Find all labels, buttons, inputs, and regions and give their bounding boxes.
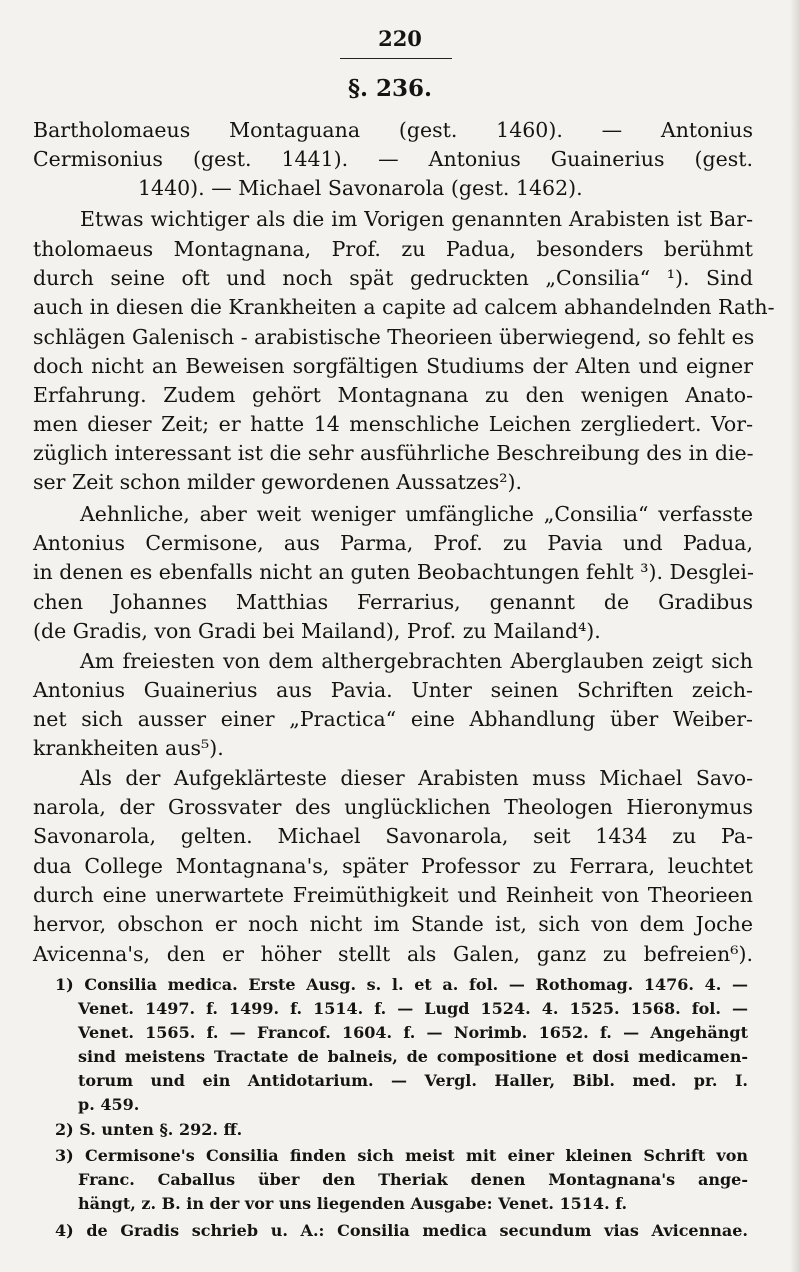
body-line: tholomaeus Montagnana, Prof. zu Padua, besonders berühmt bbox=[33, 237, 753, 261]
body-line: Avicenna's, den er höher stellt als Galen, ganz zu befreien⁶). bbox=[33, 942, 753, 966]
body-line: (de Gradis, von Gradi bei Mailand), Prof. zu Mailand⁴). bbox=[33, 619, 601, 643]
body-line: Antonius Guainerius aus Pavia. Unter seinen Schriften zeich- bbox=[33, 678, 753, 702]
body-line: Erfahrung. Zudem gehört Montagnana zu den wenigen Anato- bbox=[33, 383, 753, 407]
body-line: narola, der Grossvater des unglücklichen Theologen Hieronymus bbox=[33, 795, 753, 819]
body-line: doch nicht an Beweisen sorgfältigen Studiums der Alten und eigner bbox=[33, 354, 753, 378]
body-line: Etwas wichtiger als die im Vorigen genannten Arabisten ist Bar- bbox=[80, 207, 753, 231]
page-number: 220 bbox=[378, 26, 422, 51]
body-line: ser Zeit schon milder gewordenen Aussatzes²). bbox=[33, 470, 522, 494]
body-line: züglich interessant ist die sehr ausführliche Beschreibung des in die- bbox=[33, 441, 754, 465]
body-line: chen Johannes Matthias Ferrarius, genannt de Gradibus bbox=[33, 590, 753, 614]
footnote-3-cont: Franc. Caballus über den Theriak denen Montagnana's ange- bbox=[78, 1170, 748, 1189]
body-line: Bartholomaeus Montaguana (gest. 1460). — Antonius bbox=[33, 118, 753, 142]
body-line: in denen es ebenfalls nicht an guten Beobachtungen fehlt ³). Desglei- bbox=[33, 560, 754, 584]
page-edge-shadow bbox=[790, 0, 800, 1272]
body-line: durch eine unerwartete Freimüthigkeit und Reinheit von Theorieen bbox=[33, 883, 753, 907]
body-line: Savonarola, gelten. Michael Savonarola, seit 1434 zu Pa- bbox=[33, 824, 753, 848]
body-line: Als der Aufgeklärteste dieser Arabisten muss Michael Savo- bbox=[80, 766, 753, 790]
body-line: schlägen Galenisch - arabistische Theorieen überwiegend, so fehlt es bbox=[33, 325, 755, 349]
footnote-1: 1) Consilia medica. Erste Ausg. s. l. et a. fol. — Rothomag. 1476. 4. — bbox=[55, 975, 748, 994]
footnote-3: 3) Cermisone's Consilia finden sich meist mit einer kleinen Schrift von bbox=[55, 1146, 748, 1165]
body-line: Am freiesten von dem althergebrachten Aberglauben zeigt sich bbox=[80, 649, 753, 673]
footnote-1-cont: sind meistens Tractate de balneis, de compositione et dosi medicamen- bbox=[78, 1047, 748, 1066]
footnote-1-cont: Venet. 1497. f. 1499. f. 1514. f. — Lugd 1524. 4. 1525. 1568. fol. — bbox=[78, 999, 748, 1018]
body-line: 1440). — Michael Savonarola (gest. 1462). bbox=[138, 176, 583, 200]
footnote-1-cont: torum und ein Antidotarium. — Vergl. Haller, Bibl. med. pr. I. bbox=[78, 1071, 748, 1090]
footnote-1-cont: Venet. 1565. f. — Francof. 1604. f. — Norimb. 1652. f. — Angehängt bbox=[78, 1023, 748, 1042]
body-line: Aehnliche, aber weit weniger umfängliche „Consilia“ verfasste bbox=[80, 502, 753, 526]
body-line: net sich ausser einer „Practica“ eine Abhandlung über Weiber- bbox=[33, 707, 753, 731]
body-line: durch seine oft und noch spät gedruckten „Consilia“ ¹). Sind bbox=[33, 266, 753, 290]
footnote-4: 4) de Gradis schrieb u. A.: Consilia medica secundum vias Avicennae. bbox=[55, 1221, 748, 1240]
footnote-2: 2) S. unten §. 292. ff. bbox=[55, 1120, 243, 1139]
body-line: men dieser Zeit; er hatte 14 menschliche Leichen zergliedert. Vor- bbox=[33, 412, 753, 436]
body-line: Antonius Cermisone, aus Parma, Prof. zu Pavia und Padua, bbox=[33, 531, 753, 555]
body-line: Cermisonius (gest. 1441). — Antonius Guainerius (gest. bbox=[33, 147, 753, 171]
body-line: krankheiten aus⁵). bbox=[33, 736, 224, 760]
page-number-rule bbox=[340, 58, 452, 59]
body-line: hervor, obschon er noch nicht im Stande ist, sich von dem Joche bbox=[33, 912, 753, 936]
body-line: auch in diesen die Krankheiten a capite ad calcem abhandelnden Rath- bbox=[33, 295, 775, 319]
footnote-3-cont: hängt, z. B. in der vor uns liegenden Ausgabe: Venet. 1514. f. bbox=[78, 1194, 628, 1213]
footnote-1-cont: p. 459. bbox=[78, 1095, 140, 1114]
body-line: dua College Montagnana's, später Professor zu Ferrara, leuchtet bbox=[33, 854, 753, 878]
section-heading: §. 236. bbox=[347, 75, 433, 102]
